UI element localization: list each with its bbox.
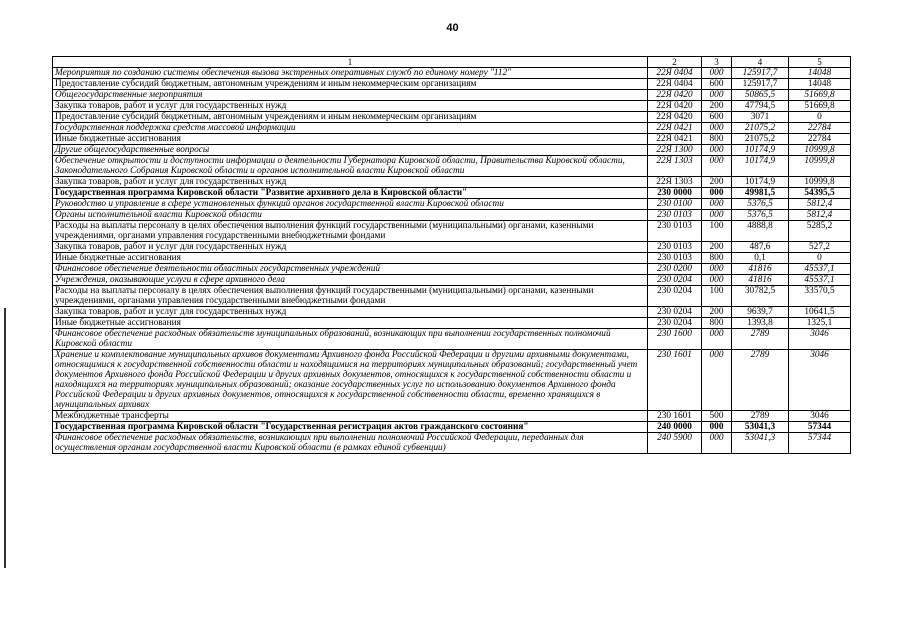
row-value-2015-cell: 527,2 (789, 242, 851, 253)
row-name-cell: Финансовое обеспечение деятельности областных государственных учреждений (53, 264, 648, 275)
table-row (53, 101, 851, 112)
row-code-cell: 230 0204 (648, 307, 702, 318)
row-name-cell: Закупка товаров, работ и услуг для государственных нужд (53, 177, 648, 188)
row-name-cell: Руководство и управление в сфере установленных функций органов государственной власти Кировской области (53, 199, 648, 210)
row-vr-cell: 800 (702, 134, 732, 145)
table-row (53, 329, 851, 350)
row-name-cell: Другие общегосударственные вопросы (53, 145, 648, 156)
row-name-cell: Предоставление субсидий бюджетным, автономным учреждениям и иным некоммерческим организациям (53, 112, 648, 123)
row-value-2014-cell: 49981,5 (732, 188, 789, 199)
row-vr-cell: 000 (702, 275, 732, 286)
header-cell-5: 5 (789, 57, 851, 68)
row-value-2015-cell: 10641,5 (789, 307, 851, 318)
row-name-cell: Закупка товаров, работ и услуг для государственных нужд (53, 101, 648, 112)
row-code-cell: 230 1601 (648, 411, 702, 422)
header-cell-2: 2 (648, 57, 702, 68)
row-name-cell: Государственная программа Кировской области "Государственная регистрация актов гражданского состояния" (53, 422, 648, 433)
row-vr-cell: 000 (702, 68, 732, 79)
row-value-2015-cell: 3046 (789, 411, 851, 422)
row-code-cell: 230 0103 (648, 210, 702, 221)
table-row (53, 68, 851, 79)
row-value-2014-cell: 2789 (732, 350, 789, 411)
row-vr-cell: 500 (702, 411, 732, 422)
row-value-2015-cell: 33570,5 (789, 286, 851, 307)
row-vr-cell: 200 (702, 242, 732, 253)
row-value-2015-cell: 0 (789, 112, 851, 123)
row-vr-cell: 000 (702, 188, 732, 199)
row-code-cell: 22Я 0420 (648, 112, 702, 123)
row-value-2015-cell: 5812,4 (789, 199, 851, 210)
row-code-cell: 22Я 0421 (648, 123, 702, 134)
table-row (53, 242, 851, 253)
table-row (53, 145, 851, 156)
row-value-2015-cell: 3046 (789, 350, 851, 411)
row-value-2015-cell: 5285,2 (789, 221, 851, 242)
row-value-2014-cell: 47794,5 (732, 101, 789, 112)
row-value-2014-cell: 125917,7 (732, 79, 789, 90)
row-vr-cell: 000 (702, 90, 732, 101)
row-value-2015-cell: 1325,1 (789, 318, 851, 329)
row-vr-cell: 000 (702, 422, 732, 433)
row-vr-cell: 800 (702, 253, 732, 264)
row-name-cell: Предоставление субсидий бюджетным, автономным учреждениям и иным некоммерческим организациям (53, 79, 648, 90)
row-value-2015-cell: 14048 (789, 68, 851, 79)
table-row (53, 318, 851, 329)
row-value-2015-cell: 3046 (789, 329, 851, 350)
row-value-2015-cell: 51669,8 (789, 101, 851, 112)
table-row (53, 221, 851, 242)
row-code-cell: 22Я 0404 (648, 79, 702, 90)
row-vr-cell: 000 (702, 264, 732, 275)
header-cell-1: 1 (53, 57, 648, 68)
table-row (53, 79, 851, 90)
row-code-cell: 230 0204 (648, 318, 702, 329)
row-value-2014-cell: 53041,3 (732, 422, 789, 433)
row-name-cell: Иные бюджетные ассигнования (53, 318, 648, 329)
row-name-cell: Межбюджетные трансферты (53, 411, 648, 422)
row-code-cell: 22Я 0420 (648, 90, 702, 101)
row-code-cell: 230 0103 (648, 253, 702, 264)
row-name-cell: Учреждения, оказывающие услуги в сфере архивного дела (53, 275, 648, 286)
row-value-2014-cell: 53041,3 (732, 433, 789, 454)
row-value-2014-cell: 1393,8 (732, 318, 789, 329)
row-value-2014-cell: 487,6 (732, 242, 789, 253)
row-value-2015-cell: 5812,4 (789, 210, 851, 221)
row-name-cell: Общегосударственные мероприятия (53, 90, 648, 101)
row-vr-cell: 000 (702, 350, 732, 411)
row-value-2014-cell: 10174,9 (732, 145, 789, 156)
row-name-cell: Органы исполнительной власти Кировской области (53, 210, 648, 221)
table-row (53, 350, 851, 411)
row-value-2014-cell: 4888,8 (732, 221, 789, 242)
row-value-2015-cell: 54395,5 (789, 188, 851, 199)
row-code-cell: 230 0000 (648, 188, 702, 199)
table-row (53, 422, 851, 433)
row-value-2014-cell: 2789 (732, 411, 789, 422)
row-name-cell: Закупка товаров, работ и услуг для государственных нужд (53, 242, 648, 253)
row-name-cell: Государственная программа Кировской области "Развитие архивного дела в Кировской области" (53, 188, 648, 199)
row-vr-cell: 100 (702, 221, 732, 242)
row-vr-cell: 000 (702, 123, 732, 134)
row-value-2015-cell: 10999,8 (789, 156, 851, 177)
row-vr-cell: 600 (702, 79, 732, 90)
row-vr-cell: 000 (702, 199, 732, 210)
budget-table (52, 56, 851, 454)
row-vr-cell: 800 (702, 318, 732, 329)
row-code-cell: 230 0103 (648, 242, 702, 253)
row-value-2014-cell: 5376,5 (732, 210, 789, 221)
table-row (53, 123, 851, 134)
row-name-cell: Расходы на выплаты персоналу в целях обеспечения выполнения функций государственными (муниципальными) органами, казенными учреждениями, органами управления государственными внебюджетными фондами (53, 221, 648, 242)
table-row (53, 134, 851, 145)
row-code-cell: 230 1600 (648, 329, 702, 350)
page-number: 40 (446, 22, 459, 34)
row-value-2015-cell: 51669,8 (789, 90, 851, 101)
row-code-cell: 22Я 1300 (648, 145, 702, 156)
table-row (53, 275, 851, 286)
row-value-2014-cell: 2789 (732, 329, 789, 350)
row-code-cell: 230 0103 (648, 221, 702, 242)
row-value-2014-cell: 0,1 (732, 253, 789, 264)
row-code-cell: 240 0000 (648, 422, 702, 433)
table-row (53, 411, 851, 422)
table-row (53, 188, 851, 199)
row-value-2015-cell: 57344 (789, 422, 851, 433)
row-code-cell: 22Я 0420 (648, 101, 702, 112)
row-name-cell: Финансовое обеспечение расходных обязательств, возникающих при выполнении полномочий Российской Федерации, переданных для осуществления органам государственной власти Кировской области (в рамках единой субвенции) (53, 433, 648, 454)
row-vr-cell: 200 (702, 101, 732, 112)
row-name-cell: Хранение и комплектование муниципальных архивов документами Архивного фонда Российской Федерации и другими архивными документами, относящимися к государственной собственности области и находящимися на территориях муниципальных образований; государственный учет документов Архивного фонда Российской Федерации и других архивных документов, относящихся к государственной собственности области и находящихся на территориях муниципальных образований; оказание государственных услуг по использованию документов Архивного фонда Российской Федерации и других архивных документов, относящихся к государственной собственности области, временно хранящихся в муниципальных архивах (53, 350, 648, 411)
row-value-2014-cell: 10174,9 (732, 156, 789, 177)
table-row (53, 253, 851, 264)
table-row (53, 177, 851, 188)
row-vr-cell: 100 (702, 286, 732, 307)
table-row (53, 433, 851, 454)
row-name-cell: Государственная поддержка средств массовой информации (53, 123, 648, 134)
row-name-cell: Закупка товаров, работ и услуг для государственных нужд (53, 307, 648, 318)
row-vr-cell: 000 (702, 210, 732, 221)
row-name-cell: Обеспечение открытости и доступности информации о деятельности Губернатора Кировской области, Правительства Кировской области, Законодательного Собрания Кировской области и органов исполнительной власти Кировской области (53, 156, 648, 177)
row-name-cell: Мероприятия по созданию системы обеспечения вызова экстренных оперативных служб по единому номеру "112" (53, 68, 648, 79)
table-row (53, 156, 851, 177)
row-value-2015-cell: 45537,1 (789, 264, 851, 275)
row-value-2015-cell: 10999,8 (789, 177, 851, 188)
row-value-2014-cell: 41816 (732, 275, 789, 286)
row-code-cell: 230 0100 (648, 199, 702, 210)
row-code-cell: 22Я 0404 (648, 68, 702, 79)
table-row (53, 90, 851, 101)
row-vr-cell: 200 (702, 177, 732, 188)
row-value-2014-cell: 3071 (732, 112, 789, 123)
row-value-2015-cell: 22784 (789, 134, 851, 145)
row-vr-cell: 000 (702, 329, 732, 350)
row-value-2015-cell: 45537,1 (789, 275, 851, 286)
row-name-cell: Расходы на выплаты персоналу в целях обеспечения выполнения функций государственными (муниципальными) органами, казенными учреждениями, органами управления государственными внебюджетными фондами (53, 286, 648, 307)
table-row (53, 210, 851, 221)
row-code-cell: 230 0204 (648, 275, 702, 286)
row-code-cell: 22Я 0421 (648, 134, 702, 145)
row-value-2014-cell: 30782,5 (732, 286, 789, 307)
table-row (53, 264, 851, 275)
row-value-2015-cell: 22784 (789, 123, 851, 134)
row-code-cell: 22Я 1303 (648, 177, 702, 188)
row-value-2015-cell: 14048 (789, 79, 851, 90)
row-value-2015-cell: 0 (789, 253, 851, 264)
header-cell-4: 4 (732, 57, 789, 68)
row-vr-cell: 000 (702, 156, 732, 177)
row-vr-cell: 000 (702, 145, 732, 156)
table-row (53, 307, 851, 318)
row-value-2015-cell: 10999,8 (789, 145, 851, 156)
row-vr-cell: 200 (702, 307, 732, 318)
row-value-2014-cell: 50865,5 (732, 90, 789, 101)
row-value-2014-cell: 10174,9 (732, 177, 789, 188)
row-code-cell: 230 0200 (648, 264, 702, 275)
row-value-2014-cell: 125917,7 (732, 68, 789, 79)
margin-bar (4, 308, 6, 568)
row-name-cell: Иные бюджетные ассигнования (53, 253, 648, 264)
row-vr-cell: 600 (702, 112, 732, 123)
table-row (53, 112, 851, 123)
row-name-cell: Иные бюджетные ассигнования (53, 134, 648, 145)
row-value-2015-cell: 57344 (789, 433, 851, 454)
row-value-2014-cell: 41816 (732, 264, 789, 275)
row-code-cell: 230 0204 (648, 286, 702, 307)
row-value-2014-cell: 5376,5 (732, 199, 789, 210)
header-cell-3: 3 (702, 57, 732, 68)
table-row (53, 286, 851, 307)
row-value-2014-cell: 21075,2 (732, 123, 789, 134)
row-value-2014-cell: 9639,7 (732, 307, 789, 318)
row-name-cell: Финансовое обеспечение расходных обязательств муниципальных образований, возникающих при выполнении государственных полномочий Кировской области (53, 329, 648, 350)
row-code-cell: 230 1601 (648, 350, 702, 411)
row-vr-cell: 000 (702, 433, 732, 454)
row-value-2014-cell: 21075,2 (732, 134, 789, 145)
row-code-cell: 22Я 1303 (648, 156, 702, 177)
header-row (53, 57, 851, 68)
table-row (53, 199, 851, 210)
row-code-cell: 240 5900 (648, 433, 702, 454)
